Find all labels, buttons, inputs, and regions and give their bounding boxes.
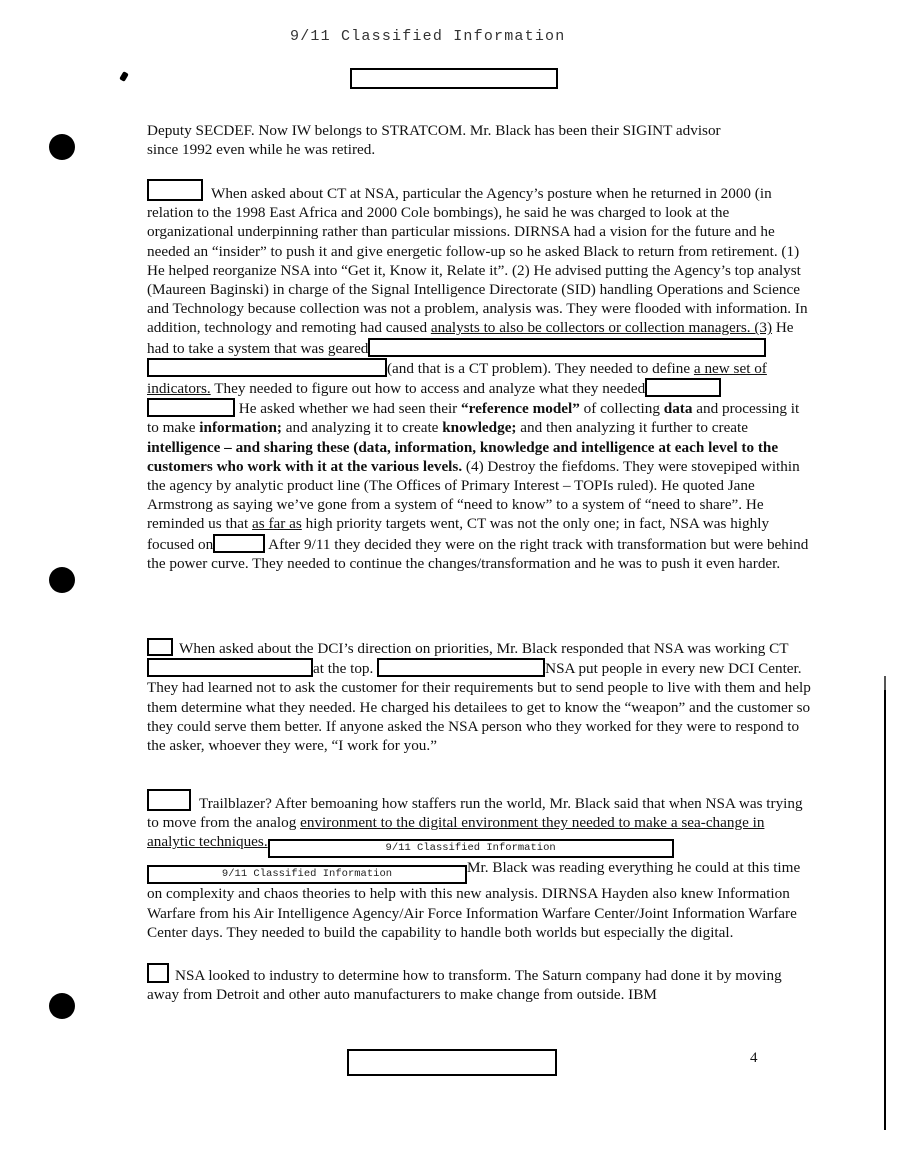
classification-marking-box bbox=[147, 963, 169, 983]
text-run: When asked about CT at NSA, particular the Agency’s posture when he returned in 2000 (in relation to the 1998 East Africa and 2000 Cole bombings), he said he was charged to look at the organizational underpinning rather than particular missions. DIRNSA had a vision for the future and he needed an “insider” to push it and give energetic follow-up so he asked Black to return from retirement. (1) He helped reorganize NSA into “Get it, Know it, Relate it”. (2) He advised putting the Agency’s top analyst (Maureen Baginski) in charge of the Signal Intelligence Directorate (SID) handling Operations and Science and Technology because collection was not a problem, analysis was. They were flooded with information. In addition, technology and remoting had caused bbox=[147, 185, 808, 337]
text-run: They needed to figure out how to access and analyze what they needed bbox=[210, 380, 646, 398]
paragraph-ct-at-nsa bbox=[147, 179, 811, 573]
punch-hole-middle bbox=[49, 567, 75, 593]
paragraph-industry bbox=[147, 963, 811, 1004]
text-run: Mr. Black was reading everything he could at this time on complexity and chaos theories to help with this new analysis. DIRNSA Hayden also knew Information Warfare from his Air Intelligence Agency/Air Force Information Warfare Center/Joint Information Warfare Center days. They needed to build the capability to handle both worlds but especially the digital. bbox=[147, 859, 801, 941]
text-line: Deputy SECDEF. Now IW belongs to STRATCOM. Mr. Black has been their SIGINT advisor bbox=[147, 122, 721, 139]
text-run-underlined: environment to the digital environment they needed to make a sea-change in analytic techniques. bbox=[147, 814, 765, 851]
text-run: and analyzing it to create bbox=[281, 419, 443, 437]
text-run: When asked about the DCI’s direction on priorities, Mr. Black responded that NSA was working CT bbox=[179, 640, 789, 657]
redaction-box-header bbox=[350, 68, 558, 89]
text-run: NSA put people in every new DCI Center. They had learned not to ask the customer for their requirements but to send people to live with them and help them determine what they needed. He charged his detailees to get to know the “weapon” and the customer so they could serve them better. If anyone asked the NSA person who they worked for they were to respond to the asker, whoever they were, “I work for you.” bbox=[147, 660, 811, 755]
redaction-box-labeled: 9/11 Classified Information bbox=[268, 839, 674, 858]
text-run: He had to take a system that was geared bbox=[147, 319, 794, 357]
text-run: (and that is a CT problem). They needed to define bbox=[387, 359, 694, 377]
text-run-underlined: a new set of indicators. bbox=[147, 359, 767, 398]
text-run-underlined: analysts to also be collectors or collection managers. (3) bbox=[430, 319, 773, 337]
page-number: 4 bbox=[750, 1050, 758, 1066]
text-run: of collecting bbox=[579, 400, 664, 418]
classification-marking-box bbox=[147, 179, 203, 201]
text-run: at the top. bbox=[313, 660, 374, 678]
text-run-bold: “reference model” bbox=[461, 400, 580, 418]
text-run-bold: information; bbox=[199, 419, 282, 437]
text-run-bold: knowledge; bbox=[442, 419, 517, 437]
text-run: high priority targets went, CT was not the only one; in fact, NSA was highly focused on bbox=[147, 515, 770, 553]
classification-marking-box bbox=[147, 789, 191, 811]
scan-edge-mark bbox=[884, 676, 886, 690]
text-run: NSA looked to industry to determine how to transform. The Saturn company had done it by moving away from Detroit and other auto manufacturers to make change from outside. IBM bbox=[147, 967, 782, 1004]
text-line: since 1992 even while he was retired. bbox=[147, 141, 376, 159]
paragraph-trailblazer bbox=[147, 789, 811, 942]
text-run: After 9/11 they decided they were on the right track with transformation but were behind the power curve. They needed to continue the changes/transformation and he was to push it even harder. bbox=[147, 535, 809, 572]
classification-marking-box bbox=[147, 638, 173, 656]
text-run: Trailblazer? After bemoaning how staffers run the world, Mr. Black said that when NSA was trying to move from the analog bbox=[147, 795, 803, 832]
punch-hole-top bbox=[49, 134, 75, 160]
redaction-box bbox=[213, 534, 265, 553]
redaction-box bbox=[147, 358, 387, 377]
text-run: He asked whether we had seen their bbox=[235, 400, 462, 418]
text-run: and processing it to make bbox=[147, 400, 800, 437]
redaction-box bbox=[368, 338, 766, 357]
punch-hole-bottom bbox=[49, 993, 75, 1019]
paragraph-deputy-secdef bbox=[147, 121, 811, 159]
classification-header: 9/11 Classified Information bbox=[290, 28, 566, 45]
redaction-box-footer bbox=[347, 1049, 557, 1076]
paragraph-dci-priorities bbox=[147, 638, 811, 755]
redaction-box bbox=[147, 658, 313, 677]
scan-edge-line bbox=[884, 690, 886, 1130]
scan-speck bbox=[119, 71, 129, 82]
text-run-bold: intelligence – and sharing these (data, information, knowledge and intelligence at each level to the customers who work with it at the various levels. bbox=[147, 438, 779, 475]
text-run-bold: data bbox=[663, 400, 693, 418]
redaction-box bbox=[377, 658, 545, 677]
text-run-underlined: as far as bbox=[252, 515, 302, 533]
redaction-box bbox=[645, 378, 721, 397]
text-run: and then analyzing it further to create bbox=[516, 419, 749, 437]
redaction-box-labeled: 9/11 Classified Information bbox=[147, 865, 467, 884]
text-run: (4) Destroy the fiefdoms. They were stovepiped within the agency by analytic product line (The Offices of Primary Interest – TOPIs ruled). He quoted Jane Armstrong as saying we’ve gone from a system of “need to know” to a system of “need to share”. He reminded us that bbox=[147, 457, 800, 533]
redaction-box bbox=[147, 398, 235, 417]
